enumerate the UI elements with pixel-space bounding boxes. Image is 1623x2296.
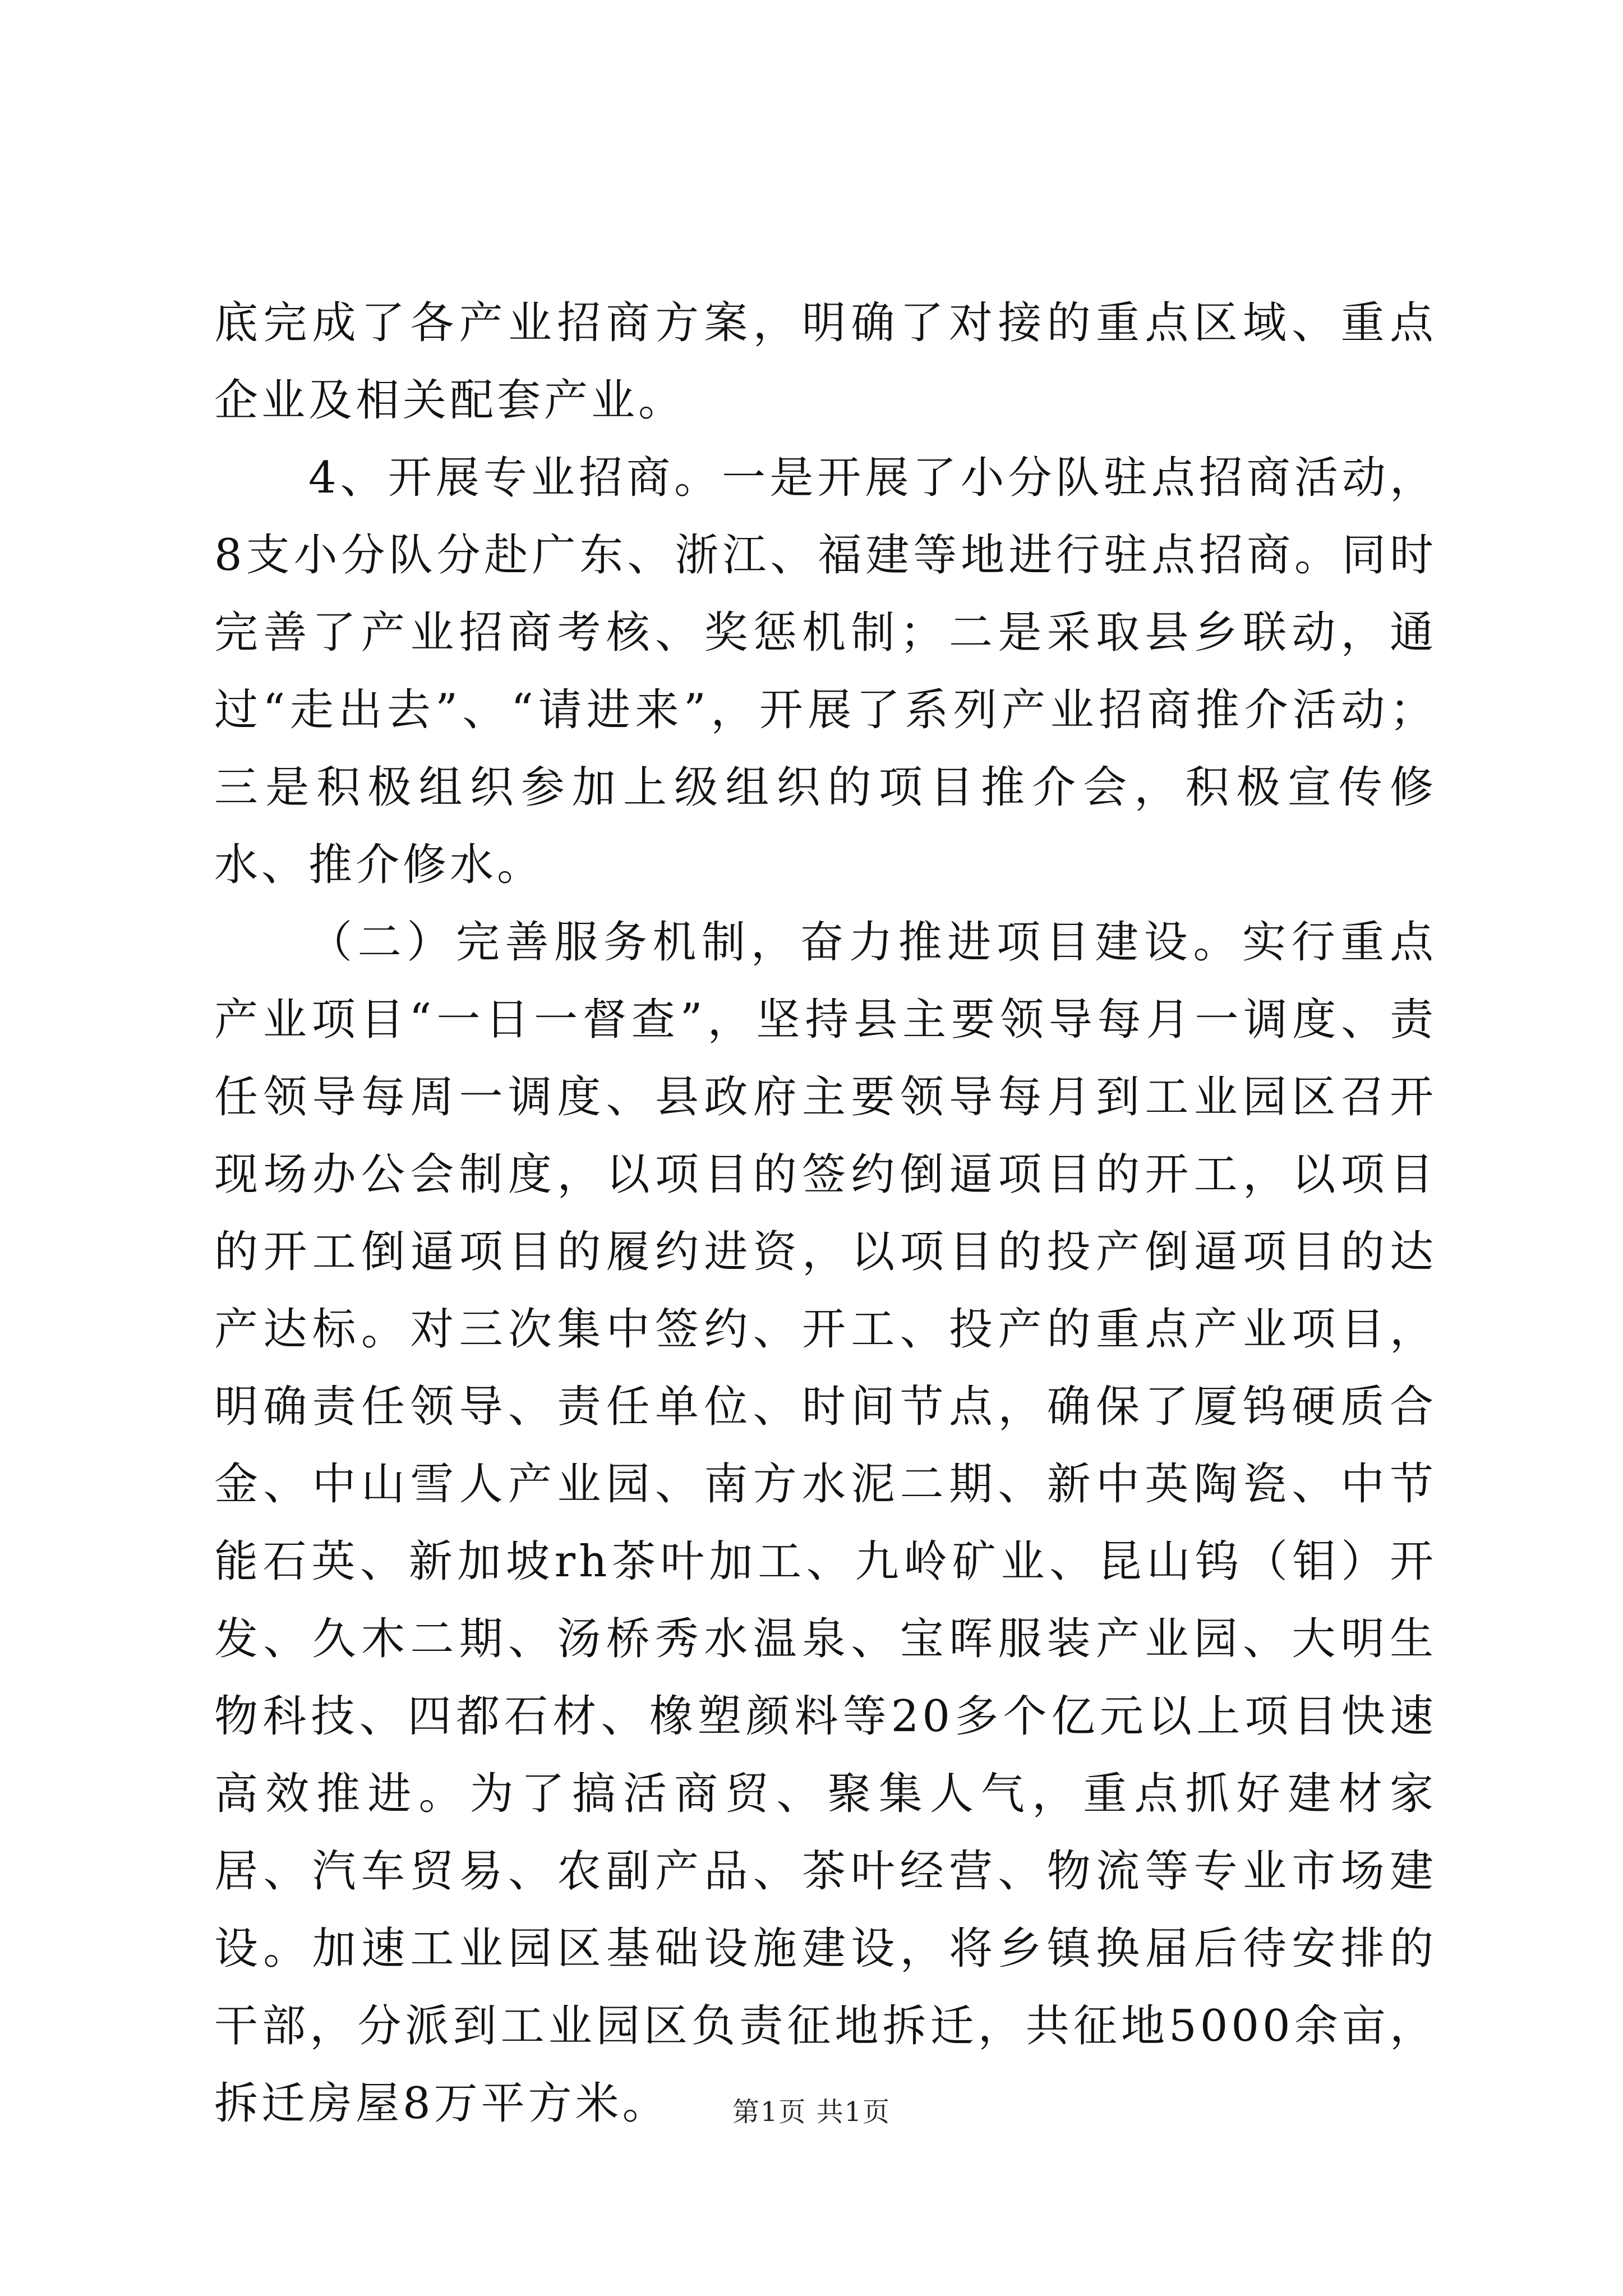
paragraph-professional-investment: 4、开展专业招商。一是开展了小分队驻点招商活动，8支小分队分赴广东、浙江、福建等地进行驻点招商。同时完善了产业招商考核、奖惩机制；二是采取县乡联动，通过“走出去”、“请进来”，开展了系列产业招商推介活动；三是积极组织参加上级组织的项目推介会，积极宣传修水、推介修水。 <box>214 453 1437 890</box>
document-body <box>214 284 1437 2142</box>
page-footer: 第1页 共1页 <box>732 2096 891 2128</box>
paragraph-service-mechanism: （二）完善服务机制，奋力推进项目建设。实行重点产业项目“一日一督查”，坚持县主要领导每月一调度、责任领导每周一调度、县政府主要领导每月到工业园区召开现场办公会制度，以项目的签约倒逼项目的开工，以项目的开工倒逼项目的履约进资，以项目的投产倒逼项目的达产达标。对三次集中签约、开工、投产的重点产业项目，明确责任领导、责任单位、时间节点，确保了厦钨硬质合金、中山雪人产业园、南方水泥二期、新中英陶瓷、中节能石英、新加坡rh茶叶加工、九岭矿业、昆山钨（钼）开发、久木二期、汤桥秀水温泉、宝晖服装产业园、大明生物科技、四都石材、橡塑颜料等20多个亿元以上项目快速高效推进。为了搞活商贸、聚集人气，重点抓好建材家居、汽车贸易、农副产品、茶叶经营、物流等专业市场建设。加速工业园区基础设施建设，将乡镇换届后待安排的干部，分派到工业园区负责征地拆迁，共征地5000余亩，拆迁房屋8万平方米。 <box>214 917 1437 2129</box>
paragraph-continuation: 底完成了各产业招商方案，明确了对接的重点区域、重点企业及相关配套产业。 <box>214 298 1437 426</box>
